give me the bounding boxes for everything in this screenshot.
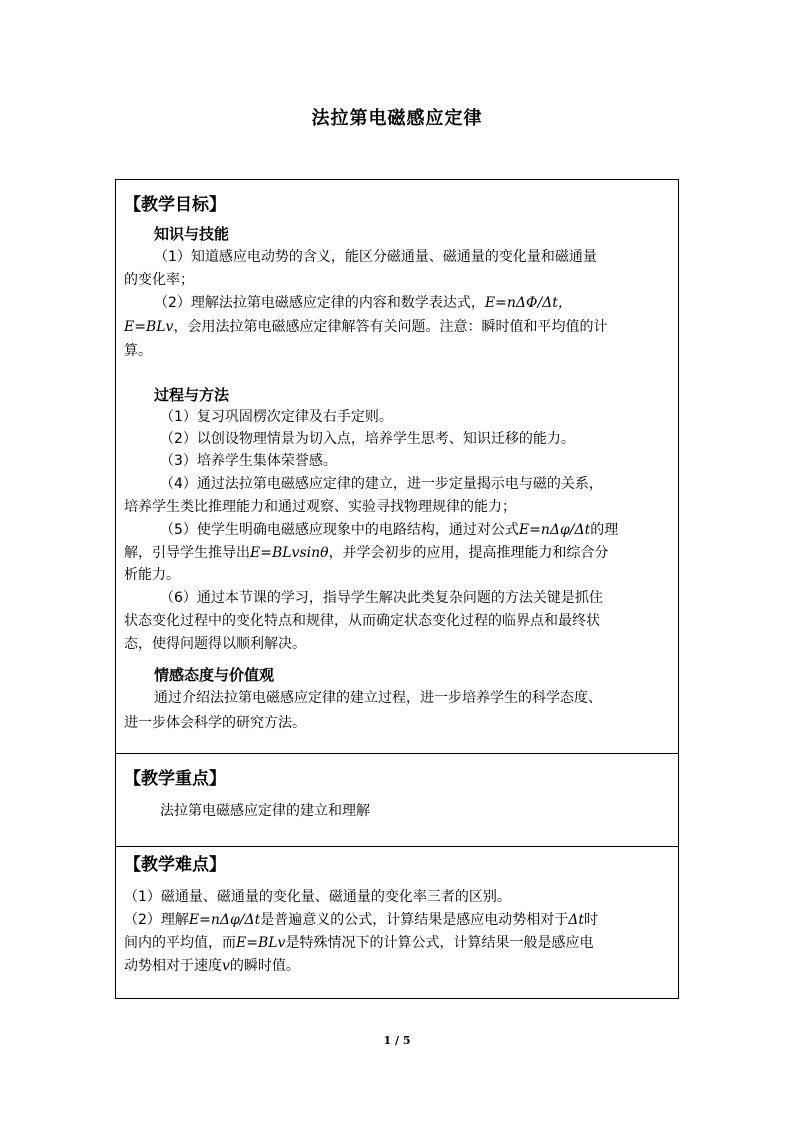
difficulties-cell [116,847,678,998]
process-line: 状态变化过程中的变化特点和规律，从而确定状态变化过程的临界点和最终状 [124,613,600,629]
line-text: 解，引导学生推导出 [124,545,250,561]
attitude-heading: 情感态度与价值观 [154,666,275,684]
formula: E=BLvsinθ [250,545,329,561]
key-points-heading: 【教学重点】 [124,769,226,789]
difficulties-line: （1）磁通量、磁通量的变化量、磁通量的变化率三者的区别。 [124,889,511,905]
line-text: ，会用法拉第电磁感应定律解答有关问题。注意：瞬时值和平均值的计 [173,319,608,335]
objectives-heading: 【教学目标】 [124,195,226,215]
line-text: 是普遍意义的公式，计算结果是感应电动势相对于 [260,912,569,928]
process-line [160,519,618,541]
formula: E=BLv [124,319,174,335]
process-line: （6）通过本节课的学习，指导学生解决此类复杂问题的方法关键是抓住 [160,590,603,606]
line-text: 是特殊情况下的计算公式，计算结果一般是感应电 [285,935,594,951]
process-line: （3）培养学生集体荣誉感。 [160,453,337,469]
formula: Δt [568,912,585,928]
objectives-cell [116,180,678,754]
knowledge-heading: 知识与技能 [154,225,230,243]
line-text: （5）使学生明确电磁感应现象中的电路结构，通过对公式 [160,522,519,538]
difficulties-line [124,955,300,977]
lesson-plan-table [115,179,679,999]
knowledge-line: （1）知道感应电动势的含义，能区分磁通量、磁通量的变化量和磁通量 [154,249,597,265]
process-heading: 过程与方法 [154,386,230,404]
process-line: （2）以创设物理情景为切入点，培养学生思考、知识迁移的能力。 [160,431,575,447]
process-line: 培养学生类比推理能力和通过观察、实验寻找物理规律的能力； [124,499,516,515]
attitude-line: 进一步体会科学的研究方法。 [124,715,306,731]
page-title: 法拉第电磁感应定律 [311,108,483,129]
process-line: 态，使得问题得以顺利解决。 [124,636,306,652]
key-points-text: 法拉第电磁感应定律的建立和理解 [160,803,370,819]
process-line: 析能力。 [124,567,180,583]
process-line [124,542,609,564]
line-text: 的理 [590,522,619,538]
knowledge-line [124,316,607,338]
difficulties-line [124,932,593,954]
formula: E=nΔφ/Δt [518,522,591,538]
formula: E=BLv [236,935,286,951]
process-line: （4）通过法拉第电磁感应定律的建立，进一步定量揭示电与磁的关系， [160,476,603,492]
difficulties-heading: 【教学难点】 [124,855,226,875]
knowledge-line [154,292,572,314]
formula: E=nΔφ/Δt [188,912,261,928]
line-text: 时 [584,912,599,928]
process-line: （1）复习巩固楞次定律及右手定则。 [160,409,393,425]
line-text: ，并学会初步的应用，提高推理能力和综合分 [328,545,609,561]
difficulties-line [124,909,598,931]
formula: E=nΔΦ/Δt， [484,295,572,311]
line-text: 间内的平均值，而 [124,935,236,951]
line-text: 动势相对于速度 [124,958,222,974]
line-text: 的瞬时值。 [229,958,300,974]
line-text: （2）理解法拉第电磁感应定律的内容和数学表达式， [154,295,485,311]
formula: v [222,958,230,974]
knowledge-line: 算。 [124,343,152,359]
knowledge-line: 的变化率； [124,272,194,288]
page-number: 1 / 5 [383,1034,411,1047]
key-points-cell [116,754,678,847]
line-text: （2）理解 [124,912,189,928]
attitude-line: 通过介绍法拉第电磁感应定律的建立过程，进一步培养学生的科学态度、 [154,690,602,706]
